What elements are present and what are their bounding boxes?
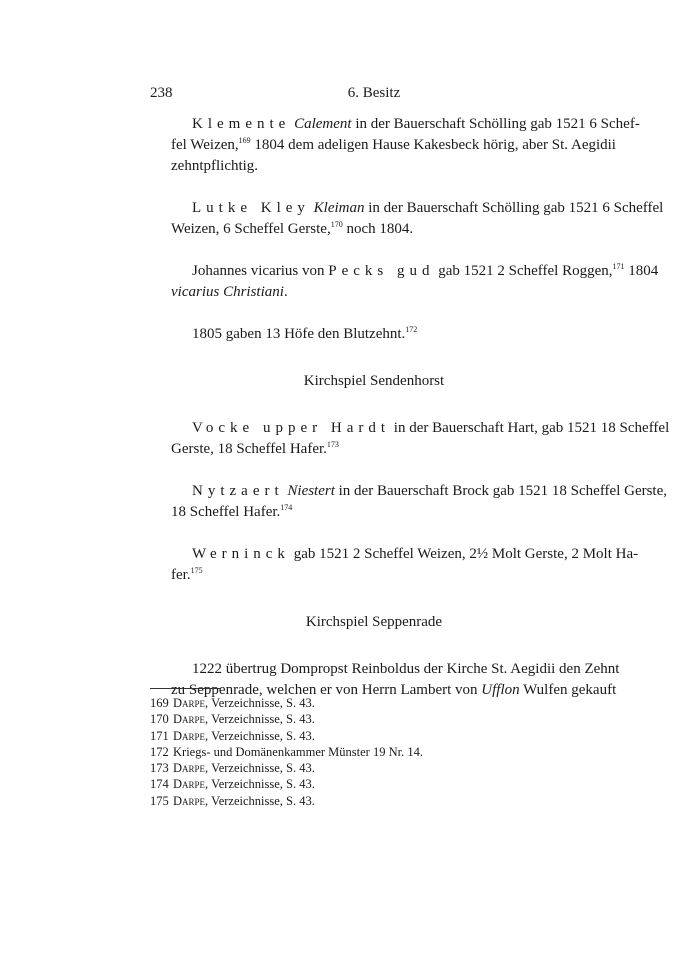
main-text [150,114,670,722]
footnote: 171 Darpe, Verzeichnisse, S. 43. [150,728,315,743]
farm-name: Vocke upper Hardt [192,420,391,436]
entry-werninck: Werninck gab 1521 2 Scheffel Weizen, 2½ Molt Gerste, 2 Molt Ha- fer.$^{175}$ [171,546,639,583]
footnote-ref[interactable]: 171 [612,262,625,271]
footnote: 172 Kriegs- und Domänenkammer Münster 19 Nr. 14. [150,744,423,759]
page-number: 238 [150,85,173,101]
footnote: 169 Darpe, Verzeichnisse, S. 43. [150,696,315,710]
farm-name: Pecks gud [328,263,435,279]
entry-nytzaert: Nytzaert Niestert in der Bauerschaft Brock gab 1521 18 Scheffel Gerste, 18 Scheffel Hafer.$^{174}$ [171,483,668,520]
footnote: 173 Darpe, Verzeichnisse, S. 43. [150,761,315,776]
footnote: 175 Darpe, Verzeichnisse, S. 43. [150,793,315,808]
entry-blutzehnt: 1805 gaben 13 Höfe den Blutzehnt.$^{172}$ [192,325,418,342]
entry-klemente: Klemente Calement in der Bauerschaft Schölling gab 1521 6 Schef- fel Weizen,$^{169}$ 1804 dem adeligen Hause Kakesbeck hörig, aber St. Aegidii zehntpflichtig. [171,116,640,174]
farm-name: Werninck [192,546,290,562]
entry-vocke: Vocke upper Hardt in der Bauerschaft Hart, gab 1521 18 Scheffel Gerste, 18 Scheffel Hafer.$^{173}$ [171,420,670,457]
farm-alias: Niestert [287,483,335,499]
footnotes [150,695,423,809]
footnote-separator [150,688,221,689]
farm-alias: Kleiman [313,200,365,216]
footnote-ref[interactable]: 169 [238,136,251,145]
farm-name: Nytzaert [192,483,284,499]
entry-seppenrade: 1222 übertrug Dompropst Reinboldus der Kirche St. Aegidii den Zehnt zu Seppenrade, welchen er von Herrn Lambert von Ufflon Wulfen gekauft [171,661,620,698]
farm-name: Lutke Kley [192,200,310,216]
footnote-ref[interactable]: 173 [326,440,339,449]
footnote: 174 Darpe, Verzeichnisse, S. 43. [150,777,315,792]
footnote-ref[interactable]: 170 [330,220,343,229]
section-heading-seppenrade: Kirchspiel Seppenrade [305,614,443,630]
footnote-ref[interactable]: 174 [280,503,293,512]
running-title: 6. Besitz [347,85,401,101]
footnote: 170 Darpe, Verzeichnisse, S. 43. [150,712,315,727]
entry-lutke-kley: Lutke Kley Kleiman in der Bauerschaft Schölling gab 1521 6 Scheffel Weizen, 6 Scheffel Gerste,$^{170}$ noch 1804. [171,200,664,237]
section-heading-sendenhorst: Kirchspiel Sendenhorst [303,373,445,389]
farm-alias: Calement [294,116,352,132]
footnote-ref[interactable]: 172 [405,325,418,334]
farm-name: Klemente [192,116,291,132]
entry-pecks-gud: Johannes vicarius von Pecks gud gab 1521 2 Scheffel Roggen,$^{171}$ 1804 vicarius Christiani. [171,262,659,300]
footnote-ref[interactable]: 175 [190,566,203,575]
place-alias: Ufflon [481,682,520,698]
